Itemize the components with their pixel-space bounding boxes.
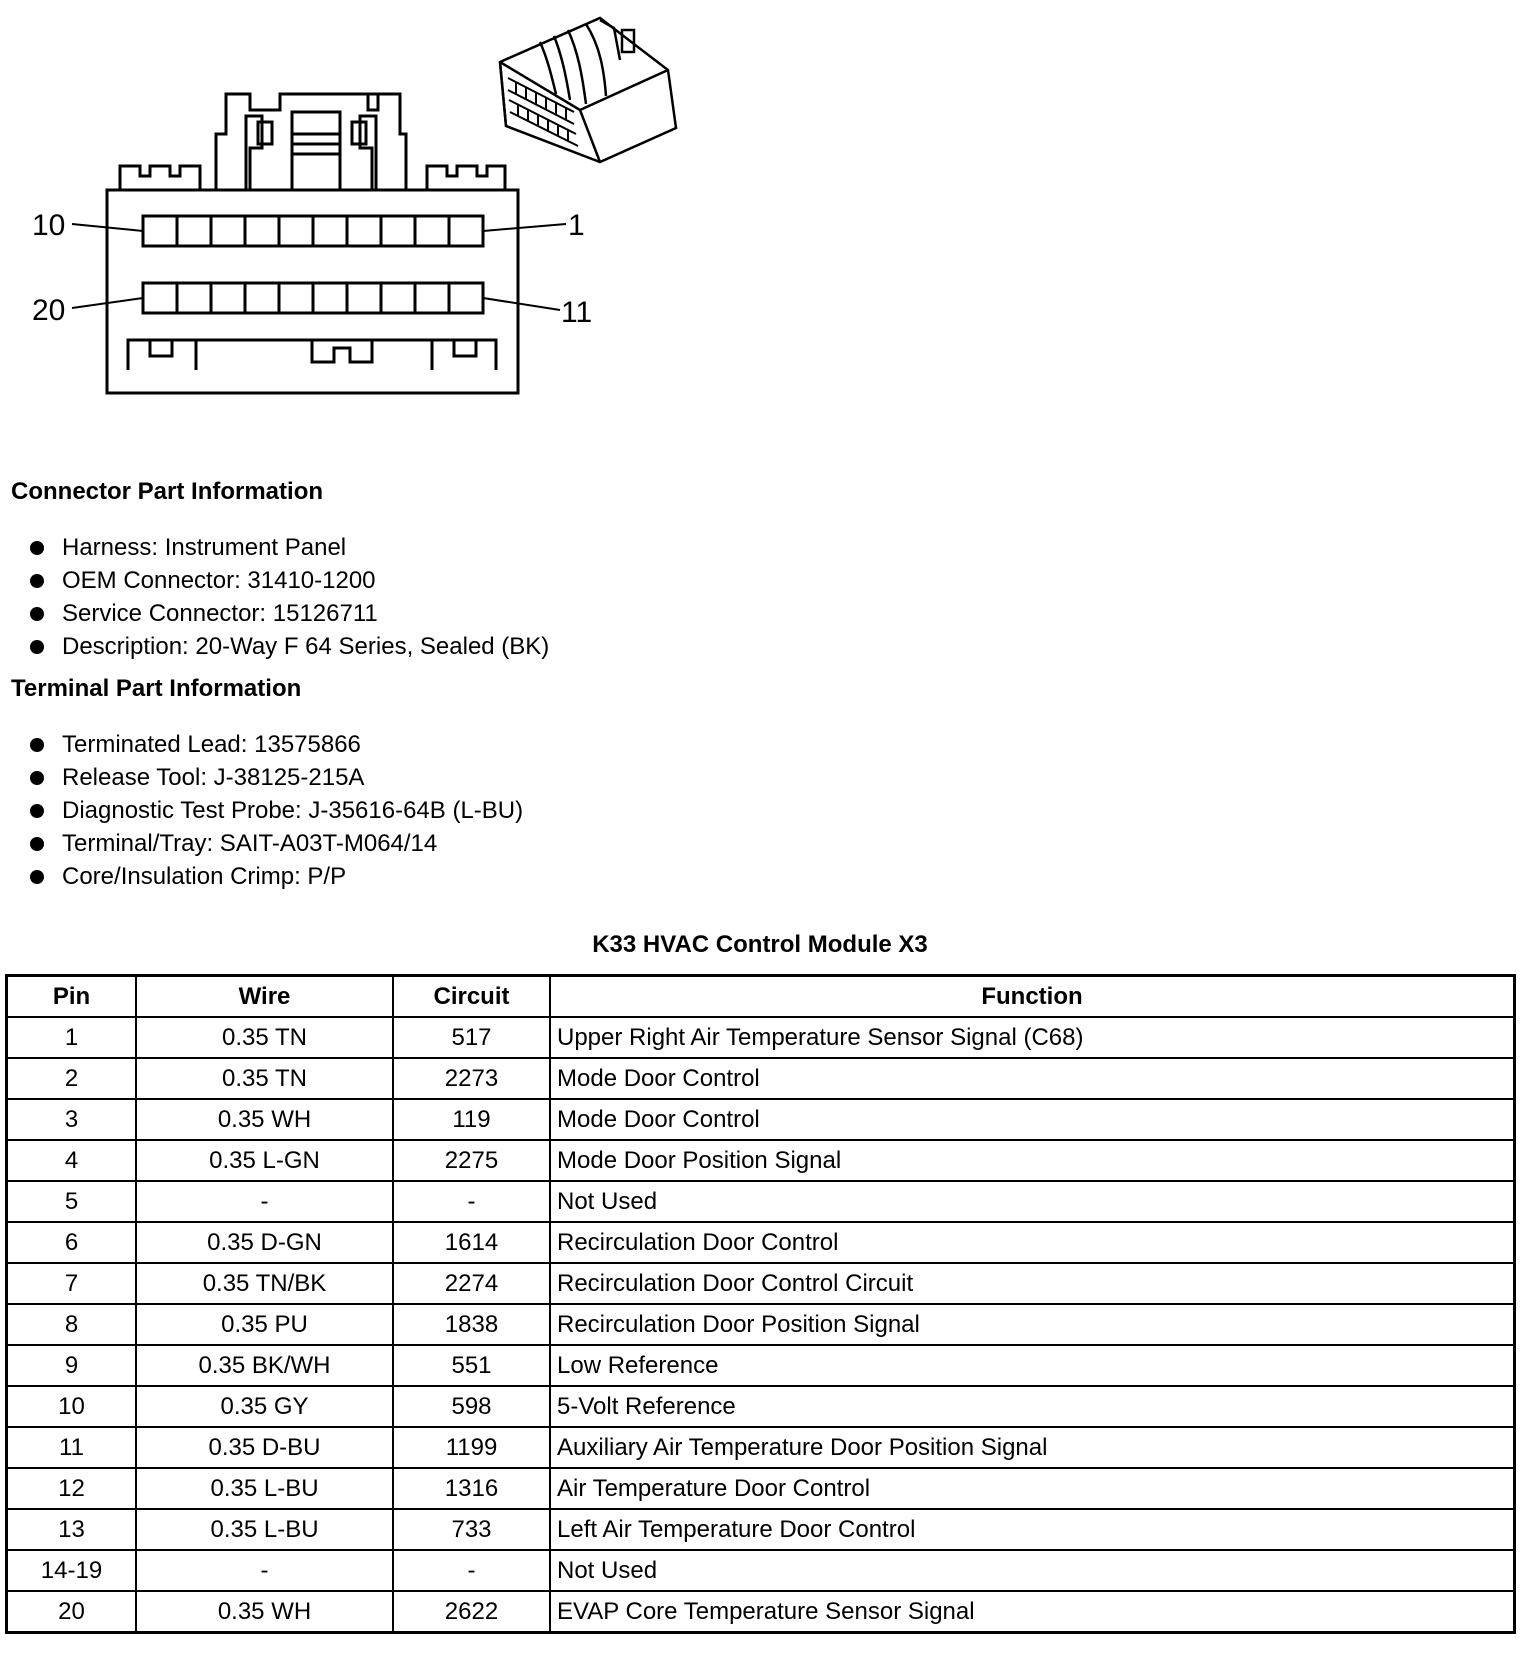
cell-circuit: - <box>393 1550 550 1591</box>
table-row <box>7 1017 1515 1058</box>
pin-label-20: 20 <box>32 294 66 327</box>
cell-circuit: 2622 <box>393 1591 550 1633</box>
cell-function: Not Used <box>550 1181 1515 1222</box>
table-title: K33 HVAC Control Module X3 <box>592 931 928 958</box>
pin-label-1: 1 <box>568 209 585 242</box>
cell-pin: 7 <box>7 1263 137 1304</box>
list-item: Diagnostic Test Probe: J-35616-64B (L-BU) <box>26 794 523 827</box>
cell-wire: 0.35 WH <box>136 1099 393 1140</box>
table-row <box>7 1386 1515 1427</box>
cell-pin: 10 <box>7 1386 137 1427</box>
cell-function: Recirculation Door Control <box>550 1222 1515 1263</box>
cell-pin: 11 <box>7 1427 137 1468</box>
cell-circuit: 119 <box>393 1099 550 1140</box>
list-item: OEM Connector: 31410-1200 <box>26 564 549 597</box>
cell-wire: 0.35 TN <box>136 1017 393 1058</box>
cell-circuit: 551 <box>393 1345 550 1386</box>
cell-wire: 0.35 L-BU <box>136 1509 393 1550</box>
cell-function: Low Reference <box>550 1345 1515 1386</box>
cell-pin: 4 <box>7 1140 137 1181</box>
cell-wire: 0.35 D-GN <box>136 1222 393 1263</box>
cell-wire: 0.35 PU <box>136 1304 393 1345</box>
cell-pin: 9 <box>7 1345 137 1386</box>
cell-function: Recirculation Door Position Signal <box>550 1304 1515 1345</box>
cell-function: Air Temperature Door Control <box>550 1468 1515 1509</box>
cell-circuit: 517 <box>393 1017 550 1058</box>
bullet-icon <box>30 771 44 785</box>
table-row <box>7 1222 1515 1263</box>
cell-circuit: 1199 <box>393 1427 550 1468</box>
cell-function: Mode Door Control <box>550 1058 1515 1099</box>
table-row <box>7 1181 1515 1222</box>
pin-label-10: 10 <box>32 209 66 242</box>
cell-circuit: 2273 <box>393 1058 550 1099</box>
table-row <box>7 1427 1515 1468</box>
header-function: Function <box>550 976 1515 1018</box>
cell-wire: - <box>136 1181 393 1222</box>
cell-pin: 6 <box>7 1222 137 1263</box>
connector-isometric-view <box>500 18 676 162</box>
cell-function: Recirculation Door Control Circuit <box>550 1263 1515 1304</box>
bullet-icon <box>30 870 44 884</box>
header-pin: Pin <box>7 976 137 1018</box>
connector-diagram <box>0 0 760 420</box>
terminal-part-list <box>26 728 523 893</box>
cell-circuit: 2274 <box>393 1263 550 1304</box>
cell-wire: 0.35 WH <box>136 1591 393 1633</box>
cell-wire: 0.35 TN <box>136 1058 393 1099</box>
cell-wire: - <box>136 1550 393 1591</box>
list-item: Description: 20-Way F 64 Series, Sealed (BK) <box>26 630 549 663</box>
bullet-icon <box>30 541 44 555</box>
terminal-part-heading: Terminal Part Information <box>11 675 302 702</box>
cell-function: Mode Door Position Signal <box>550 1140 1515 1181</box>
cell-pin: 1 <box>7 1017 137 1058</box>
list-item: Core/Insulation Crimp: P/P <box>26 860 523 893</box>
list-item: Terminated Lead: 13575866 <box>26 728 523 761</box>
cell-circuit: 2275 <box>393 1140 550 1181</box>
connector-part-heading: Connector Part Information <box>11 478 324 505</box>
cell-pin: 8 <box>7 1304 137 1345</box>
table-row <box>7 1058 1515 1099</box>
table-header-row <box>7 976 1515 1018</box>
bullet-icon <box>30 804 44 818</box>
cell-circuit: 598 <box>393 1386 550 1427</box>
cell-pin: 2 <box>7 1058 137 1099</box>
cell-circuit: 1614 <box>393 1222 550 1263</box>
cell-circuit: 1838 <box>393 1304 550 1345</box>
table-row <box>7 1140 1515 1181</box>
cell-function: Auxiliary Air Temperature Door Position Signal <box>550 1427 1515 1468</box>
table-row <box>7 1099 1515 1140</box>
header-circuit: Circuit <box>393 976 550 1018</box>
connector-part-list <box>26 531 549 663</box>
cell-circuit: 1316 <box>393 1468 550 1509</box>
bullet-icon <box>30 738 44 752</box>
cell-pin: 13 <box>7 1509 137 1550</box>
cell-wire: 0.35 BK/WH <box>136 1345 393 1386</box>
cell-circuit: 733 <box>393 1509 550 1550</box>
table-row <box>7 1304 1515 1345</box>
list-item: Service Connector: 15126711 <box>26 597 549 630</box>
cell-function: Not Used <box>550 1550 1515 1591</box>
cell-pin: 3 <box>7 1099 137 1140</box>
bullet-icon <box>30 574 44 588</box>
table-row <box>7 1345 1515 1386</box>
cell-function: EVAP Core Temperature Sensor Signal <box>550 1591 1515 1633</box>
bullet-icon <box>30 837 44 851</box>
bullet-icon <box>30 640 44 654</box>
table-row <box>7 1591 1515 1633</box>
table-row <box>7 1550 1515 1591</box>
cell-function: Left Air Temperature Door Control <box>550 1509 1515 1550</box>
cell-function: 5-Volt Reference <box>550 1386 1515 1427</box>
pin-table <box>5 974 1516 1634</box>
list-item: Terminal/Tray: SAIT-A03T-M064/14 <box>26 827 523 860</box>
cell-wire: 0.35 TN/BK <box>136 1263 393 1304</box>
table-row <box>7 1509 1515 1550</box>
cell-wire: 0.35 L-GN <box>136 1140 393 1181</box>
header-wire: Wire <box>136 976 393 1018</box>
list-item: Release Tool: J-38125-215A <box>26 761 523 794</box>
bullet-icon <box>30 607 44 621</box>
cell-function: Mode Door Control <box>550 1099 1515 1140</box>
cell-wire: 0.35 L-BU <box>136 1468 393 1509</box>
table-row <box>7 1263 1515 1304</box>
list-item: Harness: Instrument Panel <box>26 531 549 564</box>
cell-wire: 0.35 D-BU <box>136 1427 393 1468</box>
cell-pin: 20 <box>7 1591 137 1633</box>
cell-function: Upper Right Air Temperature Sensor Signal (C68) <box>550 1017 1515 1058</box>
cell-pin: 12 <box>7 1468 137 1509</box>
cell-wire: 0.35 GY <box>136 1386 393 1427</box>
cell-circuit: - <box>393 1181 550 1222</box>
cell-pin: 14-19 <box>7 1550 137 1591</box>
table-row <box>7 1468 1515 1509</box>
pin-label-11: 11 <box>561 296 593 329</box>
cell-pin: 5 <box>7 1181 137 1222</box>
